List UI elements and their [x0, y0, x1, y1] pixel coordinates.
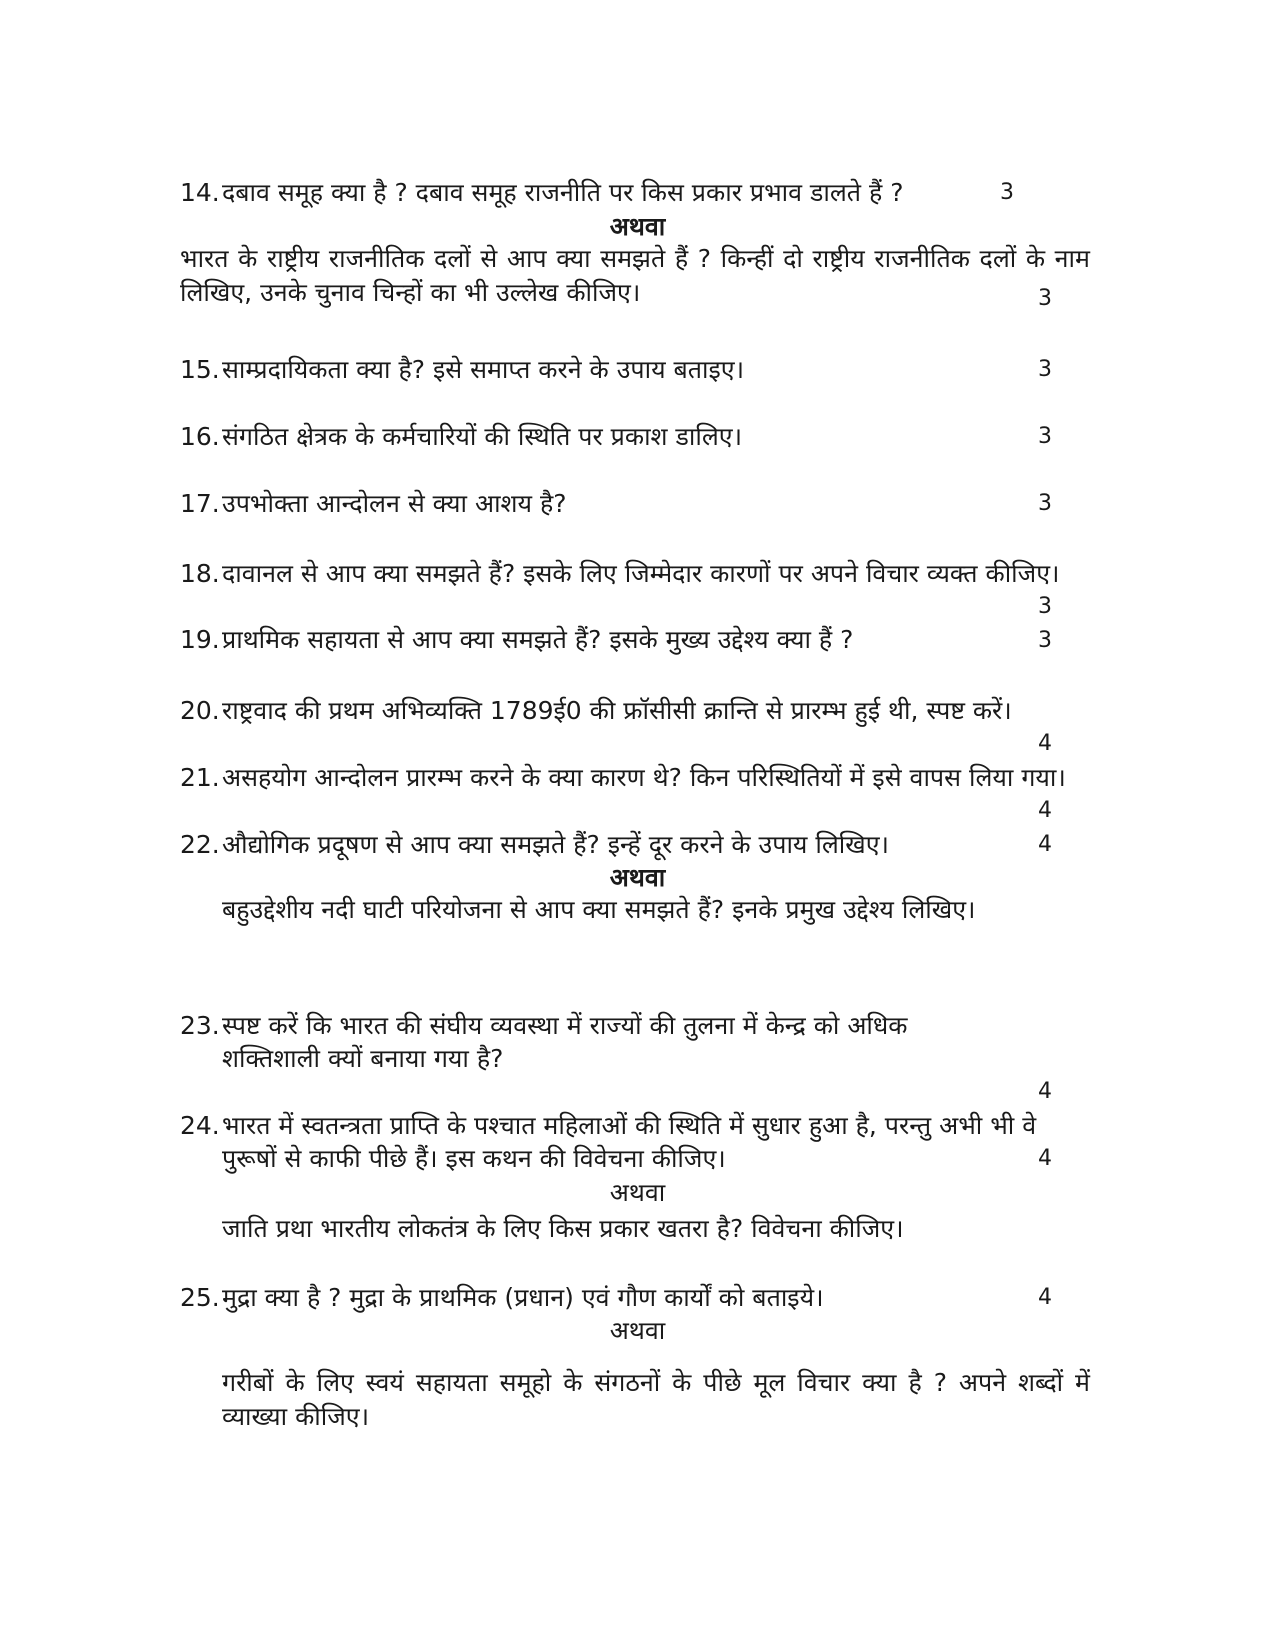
question-25-alternative: गरीबों के लिए स्वयं सहायता समूहो के संगठनों के पीछे मूल विचार क्या है ? अपने शब्दों में व्याख्या कीजिए। [222, 1368, 1090, 1431]
question-17 [180, 487, 1010, 520]
question-19 [180, 623, 990, 656]
question-number: 20. [180, 696, 220, 725]
marks: 3 [1038, 594, 1052, 619]
question-number: 24. [180, 1111, 220, 1140]
question-24-alternative: जाति प्रथा भारतीय लोकतंत्र के लिए किस प्रकार खतरा है? विवेचना कीजिए। [222, 1214, 904, 1243]
question-14 [180, 176, 1020, 209]
marks: 3 [1038, 424, 1052, 449]
question-14-alternative: भारत के राष्ट्रीय राजनीतिक दलों से आप क्या समझते हैं ? किन्हीं दो राष्ट्रीय राजनीतिक दलों के नाम लिखिए, उनके चुनाव चिन्हों का भी उल्लेख कीजिए। [180, 244, 1090, 307]
marks: 4 [1038, 1079, 1052, 1104]
marks: 3 [1000, 180, 1014, 205]
or-label: अथवा [609, 1316, 666, 1345]
question-21 [180, 761, 1090, 794]
question-text: दबाव समूह क्या है ? दबाव समूह राजनीति पर किस प्रकार प्रभाव डालते हैं ? [222, 178, 904, 207]
question-number: 22. [180, 830, 220, 859]
or-label: अथवा [609, 1178, 666, 1207]
marks: 4 [1038, 798, 1052, 823]
question-text: राष्ट्रवाद की प्रथम अभिव्यक्ति 1789ई0 की फ्रॉसीसी क्रान्ति से प्रारम्भ हुई थी, स्पष्ट करें। [222, 696, 1012, 725]
question-number: 16. [180, 422, 220, 451]
question-16 [180, 420, 1010, 453]
question-text: प्राथमिक सहायता से आप क्या समझते हैं? इसके मुख्य उद्देश्य क्या हैं ? [222, 625, 854, 654]
marks: 4 [1038, 731, 1052, 756]
question-number: 19. [180, 625, 220, 654]
question-22 [180, 828, 1000, 861]
question-number: 18. [180, 559, 220, 588]
question-text: असहयोग आन्दोलन प्रारम्भ करने के क्या कारण थे? किन परिस्थितियों में इसे वापस लिया गया। [222, 763, 1066, 792]
question-20 [180, 694, 1090, 727]
question-text: स्पष्ट करें कि भारत की संघीय व्यवस्था में राज्यों की तुलना में केन्द्र को अधिक शक्तिशाली क्यों बनाया गया है? [222, 1011, 908, 1073]
question-text: औद्योगिक प्रदूषण से आप क्या समझते हैं? इन्हें दूर करने के उपाय लिखिए। [222, 830, 890, 859]
question-number: 23. [180, 1011, 220, 1040]
question-text: भारत में स्वतन्त्रता प्राप्ति के पश्चात महिलाओं की स्थिति में सुधार हुआ है, परन्तु अभी भी वे पुरूषों से काफी पीछे हैं। इस कथन की विवेचना कीजिए। [222, 1111, 1037, 1173]
question-18 [180, 557, 1090, 590]
question-24 [180, 1109, 1070, 1175]
marks: 4 [1038, 1146, 1052, 1171]
question-text: दावानल से आप क्या समझते हैं? इसके लिए जिम्मेदार कारणों पर अपने विचार व्यक्त कीजिए। [222, 559, 1060, 588]
marks: 3 [1038, 491, 1052, 516]
marks: 3 [1038, 628, 1052, 653]
question-number: 25. [180, 1283, 220, 1312]
marks: 4 [1038, 832, 1052, 857]
question-25 [180, 1281, 1010, 1314]
question-number: 21. [180, 763, 220, 792]
question-number: 15. [180, 355, 220, 384]
or-label: अथवा [609, 863, 666, 892]
marks: 4 [1038, 1285, 1052, 1310]
question-number: 17. [180, 489, 220, 518]
or-label: अथवा [609, 212, 666, 241]
question-23 [180, 1009, 1010, 1075]
question-22-alternative: बहुउद्देशीय नदी घाटी परियोजना से आप क्या समझते हैं? इनके प्रमुख उद्देश्य लिखिए। [222, 895, 976, 924]
question-15 [180, 353, 1010, 386]
question-text: साम्प्रदायिकता क्या है? इसे समाप्त करने के उपाय बताइए। [222, 355, 745, 384]
question-number: 14. [180, 178, 220, 207]
question-text: उपभोक्ता आन्दोलन से क्या आशय है? [222, 489, 567, 518]
marks: 3 [1038, 286, 1052, 311]
question-text: मुद्रा क्या है ? मुद्रा के प्राथमिक (प्रधान) एवं गौण कार्यों को बताइये। [222, 1283, 824, 1312]
marks: 3 [1038, 357, 1052, 382]
question-text: संगठित क्षेत्रक के कर्मचारियों की स्थिति पर प्रकाश डालिए। [222, 422, 743, 451]
